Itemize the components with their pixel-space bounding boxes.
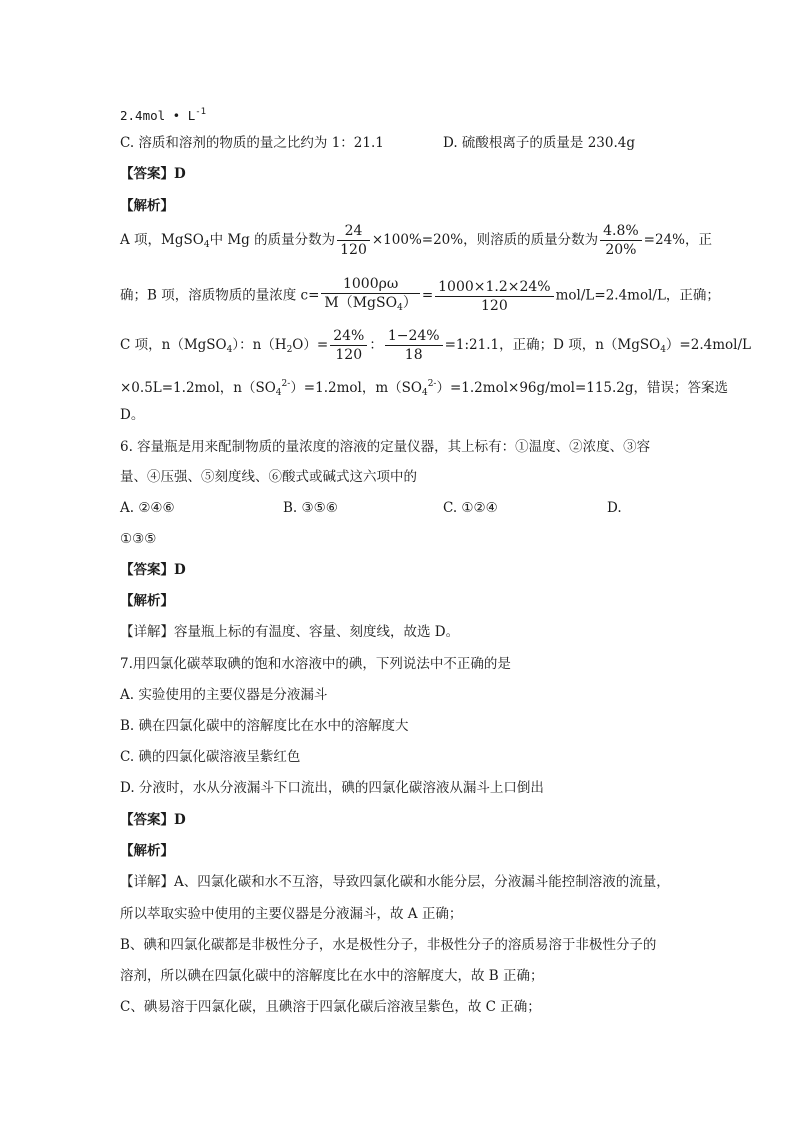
analysis-label: 【解析】 [120, 593, 174, 609]
detail-text: B、碘和四氯化碳都是非极性分子，水是极性分子，非极性分子的溶质易溶于非极性分子的 [120, 937, 657, 953]
fraction: $\frac{24}{120}$ [337, 222, 370, 259]
fraction: $\frac{1000\times 1.2\times 24\%}{120}$ [435, 278, 553, 315]
option-c: C. 溶质和溶剂的物质的量之比约为 1：21.1 [120, 135, 384, 151]
analysis-line-a: A 项，MgSO$_4$中 Mg 的质量分数为 $\frac{24}{120}$ ×100%=20%，则溶质的质量分数为 $\frac{4.8\%}{20\%}$ =24%，正 [120, 223, 712, 258]
fraction: $\frac{1-24\%}{18}$ [385, 327, 443, 364]
fraction: $\frac{1000\rho\omega}{M(MgSO_4)}$ [321, 275, 419, 317]
answer-label: 【答案】D [120, 562, 186, 578]
question-6-stem: 6. 容量瓶是用来配制物质的量浓度的溶液的定量仪器，其上标有：①温度、②浓度、③容 [120, 439, 651, 455]
analysis-label: 【解析】 [120, 843, 174, 859]
q7-option-c: C. 碘的四氯化碳溶液呈紫红色 [120, 749, 301, 765]
q7-option-a: A. 实验使用的主要仪器是分液漏斗 [120, 687, 328, 703]
answer-label: 【答案】D [120, 166, 186, 182]
analysis-line-d: ×0.5L=1.2mol，$n(SO_4^{2-})=1.2mol$，$m(SO_4^{2-})=1.2mol\times 96g/mol=115.2g$，错误；答案选 [120, 379, 729, 398]
q6-option-b: B. ③⑤⑥ [283, 500, 338, 516]
q6-option-c: C. ①②④ [443, 500, 498, 516]
detail-text: 【详解】容量瓶上标的有温度、容量、刻度线，故选 D。 [120, 624, 460, 640]
concentration-option-text: 2.4mol • $L^{-1}$ [120, 107, 207, 123]
detail-text: 【详解】A、四氯化碳和水不互溶，导致四氯化碳和水能分层，分液漏斗能控制溶液的流量， [120, 874, 670, 890]
option-d: D. 硫酸根离子的质量是 230.4g [443, 135, 636, 151]
fraction: $\frac{24\%}{120}$ [330, 327, 367, 364]
q7-option-d: D. 分液时，水从分液漏斗下口流出，碘的四氯化碳溶液从漏斗上口倒出 [120, 780, 544, 796]
detail-text: C、碘易溶于四氯化碳，且碘溶于四氯化碳后溶液呈紫色，故 C 正确； [120, 999, 541, 1015]
analysis-line-c: C 项，n（MgSO$_4$）：$n(H_2O)=$ $\frac{24\%}{120}$ ： $\frac{1-24\%}{18}$ =1:21.1，正确；D 项，n（MgSO$_4$）=2.4mol/L [120, 328, 751, 363]
q7-option-b: B. 碘在四氯化碳中的溶解度比在水中的溶解度大 [120, 718, 409, 734]
q6-option-d: D. [607, 500, 622, 516]
fraction: $\frac{4.8\%}{20\%}$ [600, 222, 642, 259]
answer-label: 【答案】D [120, 812, 186, 828]
detail-text: 所以萃取实验中使用的主要仪器是分液漏斗，故 A 正确； [120, 906, 463, 922]
detail-text: 溶剂，所以碘在四氯化碳中的溶解度比在水中的溶解度大，故 B 正确； [120, 968, 544, 984]
analysis-line-b: 确；B 项，溶质物质的量浓度 c= $\frac{1000\rho\omega}{M(MgSO_4)}$ = $\frac{1000\times 1.2\times 24\%}{120}$ mol/L=2.4mol/L，正确； [120, 275, 720, 317]
question-6-stem-cont: 量、④压强、⑤刻度线、⑥酸式或碱式这六项中的 [120, 469, 417, 485]
q6-option-a: A. ②④⑥ [120, 500, 175, 516]
question-7-stem: 7.用四氯化碳萃取碘的饱和水溶液中的碘，下列说法中不正确的是 [120, 656, 511, 672]
analysis-line-end: D。 [120, 407, 145, 423]
q6-option-d-value: ①③⑤ [120, 531, 157, 547]
analysis-label: 【解析】 [120, 198, 174, 214]
